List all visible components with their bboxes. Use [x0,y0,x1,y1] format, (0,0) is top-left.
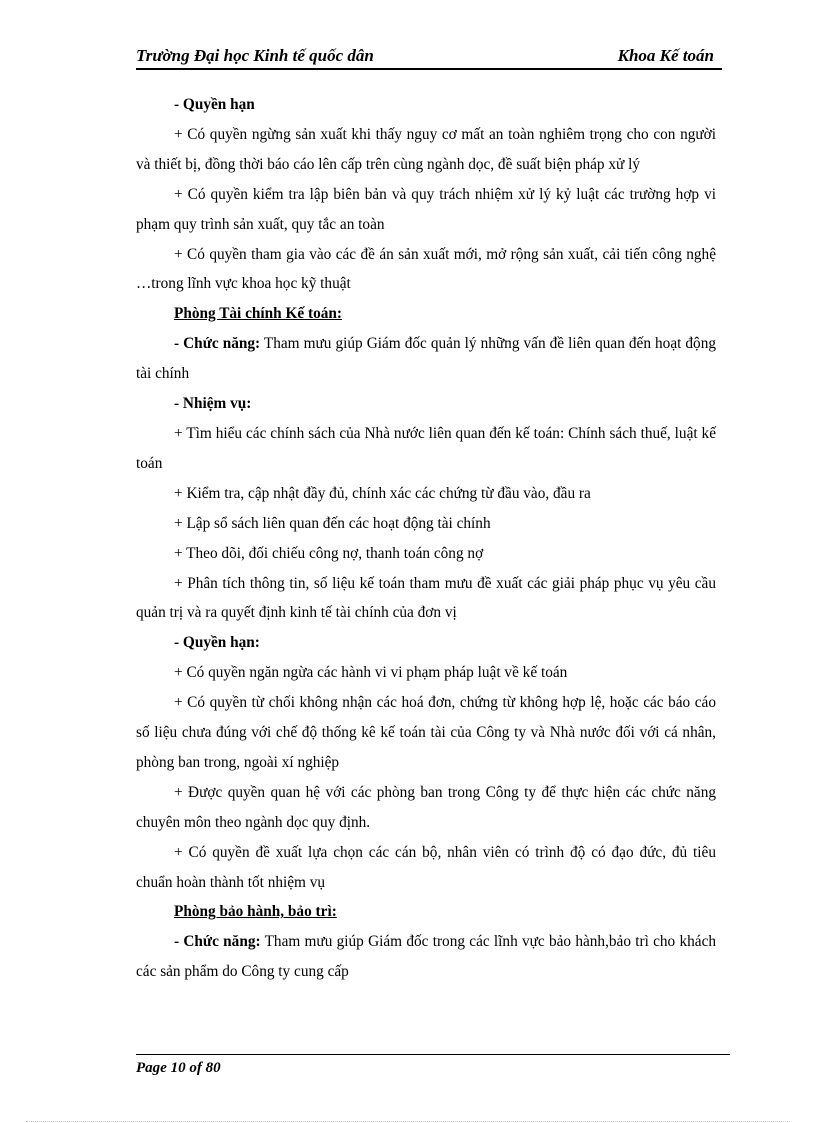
page-edge-dotted-line [26,1121,790,1122]
function-text: Tham mưu giúp Giám đốc trong các lĩnh vực bảo hành,bảo trì cho khách các sản phẩm do Công ty cung cấp [136,933,717,981]
paragraph: + Có quyền đề xuất lựa chọn các cán bộ, nhân viên có trình độ có đạo đức, đủ tiêu chuẩn hoàn thành tốt nhiệm vụ [136,843,716,891]
paragraph: + Có quyền tham gia vào các đề án sản xuất mới, mở rộng sản xuất, cải tiến công nghệ …trong lĩnh vực khoa học kỹ thuật [136,245,716,293]
paragraph [136,927,716,987]
paragraph: + Kiểm tra, cập nhật đầy đủ, chính xác các chứng từ đầu vào, đầu ra [174,484,591,502]
paragraph: + Có quyền từ chối không nhận các hoá đơn, chứng từ không hợp lệ, hoặc các báo cáo số liệu chưa đúng với chế độ thống kê kế toán tài của Công ty và Nhà nước đối với cá nhân, phòng ban trong, ngoài xí nghiệp [136,694,716,771]
paragraph: + Tìm hiểu các chính sách của Nhà nước liên quan đến kế toán: Chính sách thuế, luật kế toán [136,424,716,472]
paragraph [136,329,716,389]
department-heading-warranty: Phòng bảo hành, bảo trì: [174,903,337,921]
header-faculty: Khoa Kế toán [617,46,714,65]
function-text: Tham mưu giúp Giám đốc quản lý những vấn đề liên quan đến hoạt động tài chính [136,335,716,383]
paragraph: + Có quyền kiểm tra lập biên bản và quy trách nhiệm xử lý kỷ luật các trường hợp vi phạm quy trình sản xuất, quy tắc an toàn [136,185,716,233]
paragraph: + Phân tích thông tin, số liệu kế toán tham mưu đề xuất các giải pháp phục vụ yêu cầu quản trị và ra quyết định kinh tế tài chính của đơn vị [136,574,716,622]
document-body [136,90,716,987]
function-label: - Chức năng: [174,335,261,353]
paragraph: + Có quyền ngăn ngừa các hành vi vi phạm pháp luật về kế toán [174,664,568,682]
page-number: Page 10 of 80 [136,1060,221,1076]
section-rights-heading: - Quyền hạn: [174,634,260,652]
page-header [136,44,722,70]
footer-divider [136,1054,730,1055]
paragraph: + Theo dõi, đối chiếu công nợ, thanh toán công nợ [174,544,484,562]
paragraph: + Được quyền quan hệ với các phòng ban trong Công ty để thực hiện các chức năng chuyên môn theo ngành dọc quy định. [136,783,716,831]
function-label: - Chức năng: [174,933,261,951]
section-duties-heading: - Nhiệm vụ: [174,395,252,413]
paragraph: + Lập sổ sách liên quan đến các hoạt động tài chính [174,514,491,532]
section-rights-heading: - Quyền hạn [174,96,255,113]
department-heading-finance: Phòng Tài chính Kế toán: [174,305,343,323]
paragraph: + Có quyền ngừng sản xuất khi thấy nguy cơ mất an toàn nghiêm trọng cho con người và thiết bị, đồng thời báo cáo lên cấp trên cùng ngành dọc, đề suất biện pháp xử lý [136,125,716,173]
header-university: Trường Đại học Kinh tế quốc dân [136,46,374,65]
